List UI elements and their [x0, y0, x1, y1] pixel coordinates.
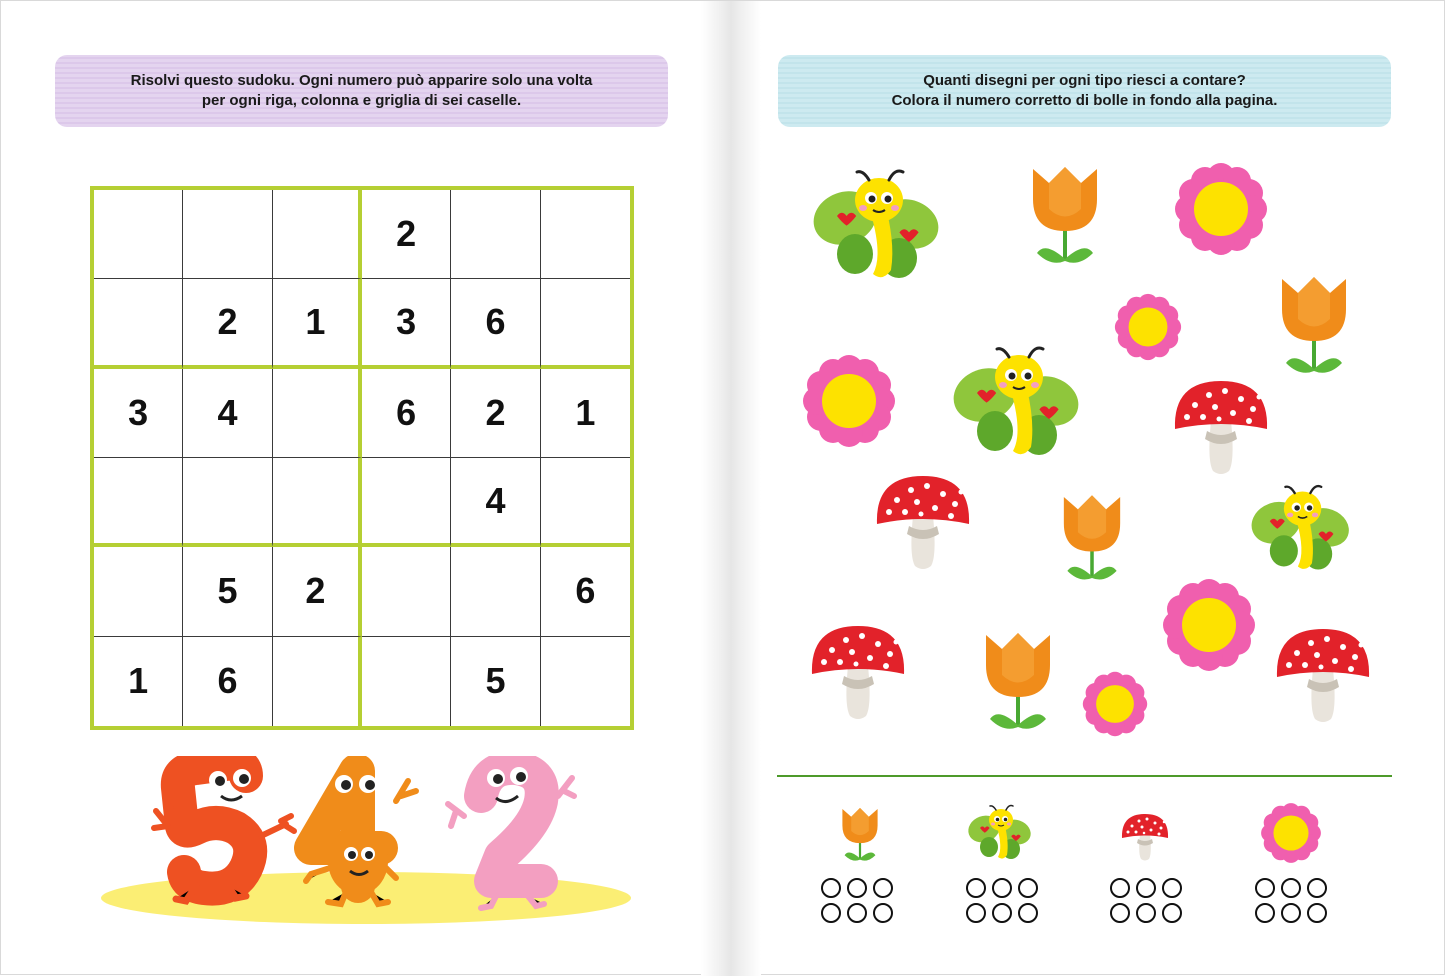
pink-flower-icon [1083, 672, 1147, 736]
book-gutter [701, 1, 761, 976]
mushroom-icon [812, 626, 904, 719]
pink-flower-icon [1163, 579, 1255, 671]
answer-bubble[interactable] [873, 903, 893, 923]
sudoku-cell[interactable] [183, 190, 272, 279]
sudoku-cell[interactable]: 1 [273, 279, 362, 368]
answer-key-icons [777, 791, 1392, 871]
answer-bubble[interactable] [873, 878, 893, 898]
pink-flower-icon [1175, 163, 1267, 255]
answer-bubble[interactable] [1255, 878, 1275, 898]
sudoku-instructions-line1: Risolvi questo sudoku. Ogni numero può apparire solo una volta [130, 72, 593, 89]
sudoku-cell[interactable]: 4 [451, 458, 540, 547]
sudoku-cell[interactable] [541, 458, 630, 547]
sudoku-cell[interactable] [183, 458, 272, 547]
answer-divider [777, 775, 1392, 777]
sudoku-cell[interactable] [362, 547, 451, 636]
answer-bubble[interactable] [1018, 903, 1038, 923]
sudoku-cell[interactable]: 2 [273, 547, 362, 636]
sudoku-cell[interactable]: 6 [541, 547, 630, 636]
tulip-icon [1282, 277, 1346, 373]
tulip-icon [1033, 167, 1097, 263]
counting-instructions [778, 55, 1391, 127]
sudoku-cell[interactable]: 5 [183, 547, 272, 636]
answer-bubble[interactable] [992, 903, 1012, 923]
pink-flower-icon [803, 355, 895, 447]
counting-scene [777, 141, 1392, 761]
answer-bubble[interactable] [821, 878, 841, 898]
sudoku-cell[interactable]: 6 [362, 369, 451, 458]
pink-flower-icon [1115, 294, 1181, 360]
tulip-icon [842, 808, 877, 861]
tulip-icon [986, 633, 1050, 729]
mushroom-bubbles [1110, 878, 1182, 923]
sudoku-cell[interactable]: 5 [451, 637, 540, 726]
sudoku-cell[interactable] [451, 547, 540, 636]
answer-bubble[interactable] [847, 903, 867, 923]
answer-bubble[interactable] [821, 903, 841, 923]
answer-bubble[interactable] [847, 878, 867, 898]
mushroom-icon [877, 476, 969, 569]
sudoku-cell[interactable] [451, 190, 540, 279]
counting-instructions-line1: Quanti disegni per ogni tipo riesci a contare? [923, 72, 1246, 89]
butterfly-icon [965, 806, 1035, 860]
sudoku-cell[interactable]: 1 [94, 637, 183, 726]
butterfly-icon [806, 171, 945, 278]
sudoku-cell[interactable]: 2 [362, 190, 451, 279]
tulip-icon [1064, 495, 1120, 579]
sudoku-grid [90, 186, 634, 730]
mushroom-icon [1277, 629, 1369, 722]
sudoku-cell[interactable] [273, 190, 362, 279]
sudoku-cell[interactable]: 3 [94, 369, 183, 458]
sudoku-cell[interactable]: 6 [451, 279, 540, 368]
butterfly-icon [946, 348, 1085, 455]
sudoku-cell[interactable] [541, 637, 630, 726]
sudoku-cell[interactable]: 6 [183, 637, 272, 726]
flower-bubbles [1255, 878, 1327, 923]
sudoku-cell[interactable] [94, 547, 183, 636]
answer-bubble[interactable] [1136, 878, 1156, 898]
answer-bubble[interactable] [1281, 903, 1301, 923]
answer-bubble[interactable] [1110, 903, 1130, 923]
butterfly-bubbles [966, 878, 1038, 923]
answer-bubble[interactable] [1110, 878, 1130, 898]
tulip-bubbles [821, 878, 893, 923]
pink-flower-icon [1261, 803, 1321, 863]
answer-bubble[interactable] [1307, 903, 1327, 923]
answer-bubble[interactable] [1307, 878, 1327, 898]
counting-instructions-line2: Colora il numero corretto di bolle in fondo alla pagina. [891, 92, 1278, 109]
answer-bubble[interactable] [1281, 878, 1301, 898]
sudoku-cell[interactable] [94, 190, 183, 279]
answer-bubble[interactable] [992, 878, 1012, 898]
sudoku-cell[interactable] [273, 637, 362, 726]
sudoku-cell[interactable] [541, 190, 630, 279]
sudoku-cell[interactable]: 2 [183, 279, 272, 368]
answer-bubble[interactable] [966, 903, 986, 923]
sudoku-cell[interactable]: 4 [183, 369, 272, 458]
sudoku-instructions [55, 55, 668, 127]
answer-bubble[interactable] [1136, 903, 1156, 923]
answer-bubble[interactable] [1162, 878, 1182, 898]
sudoku-cell[interactable] [94, 279, 183, 368]
sudoku-cell[interactable]: 1 [541, 369, 630, 458]
sudoku-cell[interactable] [362, 458, 451, 547]
sudoku-instructions-line2: per ogni riga, colonna e griglia di sei caselle. [201, 92, 522, 109]
mushroom-icon [1175, 381, 1267, 474]
number-characters-illustration [96, 756, 636, 926]
answer-bubble[interactable] [1162, 903, 1182, 923]
sudoku-cell[interactable]: 2 [451, 369, 540, 458]
sudoku-cell[interactable] [273, 458, 362, 547]
mushroom-icon [1122, 814, 1168, 861]
sudoku-cell[interactable]: 3 [362, 279, 451, 368]
answer-bubble[interactable] [966, 878, 986, 898]
sudoku-cell[interactable] [541, 279, 630, 368]
sudoku-cell[interactable] [362, 637, 451, 726]
sudoku-cell[interactable] [94, 458, 183, 547]
sudoku-cell[interactable] [273, 369, 362, 458]
butterfly-icon [1246, 486, 1355, 569]
answer-bubble[interactable] [1018, 878, 1038, 898]
answer-bubble[interactable] [1255, 903, 1275, 923]
